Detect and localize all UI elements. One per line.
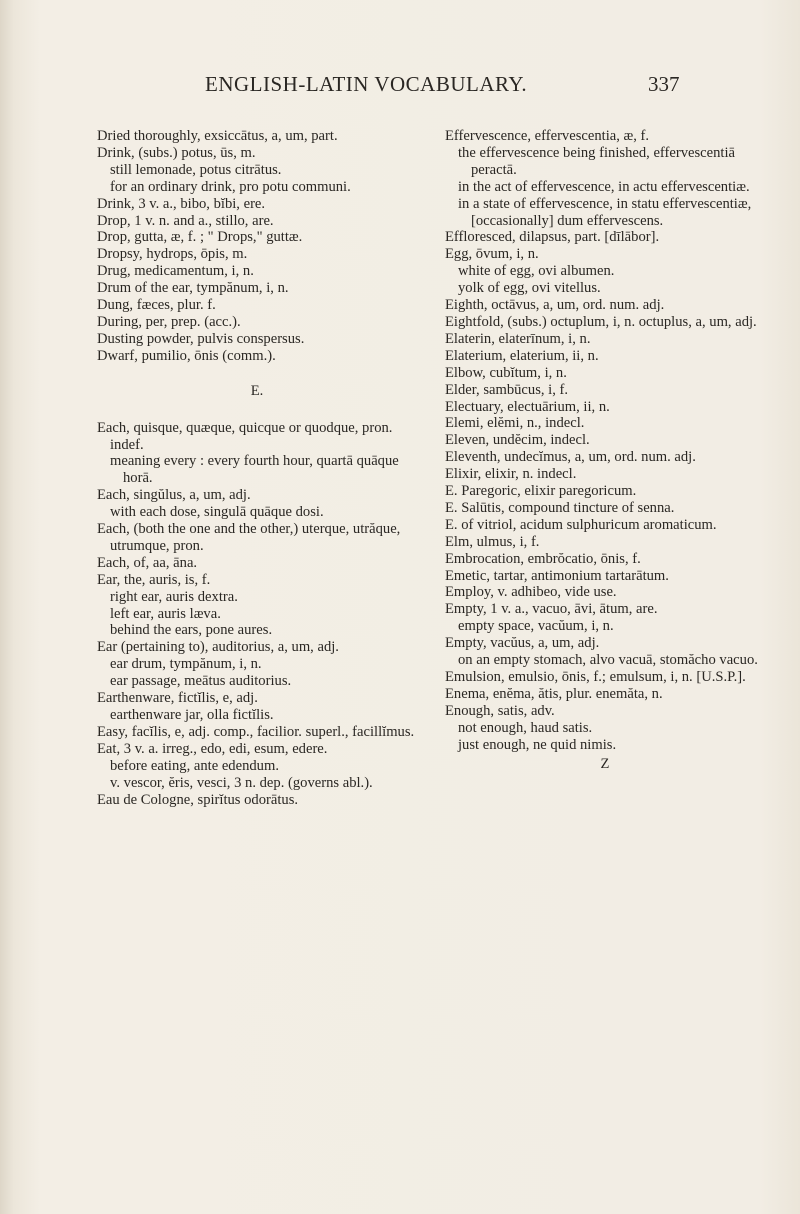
vocabulary-subentry: left ear, auris læva. <box>110 605 221 622</box>
vocabulary-entry: Eightfold, (subs.) octuplum, i, n. octuplus, a, um, adj. <box>445 313 757 330</box>
vocabulary-entry: Elaterin, elaterīnum, i, n. <box>445 330 591 347</box>
vocabulary-entry: Drop, 1 v. n. and a., stillo, are. <box>97 212 274 229</box>
vocabulary-entry: Dwarf, pumilio, ōnis (comm.). <box>97 347 276 364</box>
page-number: 337 <box>648 72 680 96</box>
vocabulary-entry: Elm, ulmus, i, f. <box>445 533 540 550</box>
vocabulary-subentry: white of egg, ovi albumen. <box>458 263 615 280</box>
vocabulary-entry: Drum of the ear, tympănum, i, n. <box>97 280 289 297</box>
vocabulary-entry: Enema, enĕma, ătis, plur. enemăta, n. <box>445 685 663 702</box>
vocabulary-entry: Dusting powder, pulvis conspersus. <box>97 330 305 347</box>
vocabulary-entry: Each, of, aa, āna. <box>97 554 198 571</box>
signature-mark: Z <box>600 755 610 772</box>
vocabulary-entry: E. of vitriol, acidum sulphuricum aromaticum. <box>445 516 717 533</box>
vocabulary-entry: Employ, v. adhibeo, vide use. <box>445 584 617 601</box>
vocabulary-subentry: yolk of egg, ovi vitellus. <box>458 280 601 297</box>
vocabulary-entry: Eat, 3 v. a. irreg., edo, edi, esum, edere. <box>97 740 328 757</box>
vocabulary-subentry: ear passage, meātus auditorius. <box>110 673 292 690</box>
vocabulary-subentry: meaning every : every fourth hour, quartā quāque horā. <box>110 453 399 487</box>
vocabulary-subentry: ear drum, tympănum, i, n. <box>110 656 262 673</box>
vocabulary-entry: Dried thoroughly, exsiccātus, a, um, part. <box>97 128 338 144</box>
vocabulary-entry: Eleven, undĕcim, indecl. <box>445 432 590 449</box>
vocabulary-entry: Electuary, electuārium, ii, n. <box>445 398 610 415</box>
left-column <box>97 128 417 808</box>
vocabulary-subentry: earthenware jar, olla fictĭlis. <box>110 707 274 723</box>
vocabulary-subentry: just enough, ne quid nimis. <box>458 736 617 753</box>
vocabulary-entry: Eighth, octāvus, a, um, ord. num. adj. <box>445 297 665 314</box>
vocabulary-entry: E. Salūtis, compound tincture of senna. <box>445 499 675 516</box>
vocabulary-subentry: behind the ears, pone aures. <box>110 622 273 639</box>
vocabulary-entry: Easy, facĭlis, e, adj. comp., facilior. superl., facillĭmus. <box>97 723 415 740</box>
vocabulary-entry: Effloresced, dilapsus, part. [dīlābor]. <box>445 229 660 246</box>
right-column <box>445 128 765 787</box>
vocabulary-entry: Emetic, tartar, antimonium tartarātum. <box>445 567 669 584</box>
vocabulary-entry: Emulsion, emulsio, ōnis, f.; emulsum, i, n. [U.S.P.]. <box>445 669 746 685</box>
vocabulary-entry: Elixir, elixir, n. indecl. <box>445 466 577 483</box>
vocabulary-entry: Eleventh, undecĭmus, a, um, ord. num. adj. <box>445 449 696 466</box>
vocabulary-entry: Drink, 3 v. a., bibo, bĭbi, ere. <box>97 195 266 212</box>
vocabulary-entry: Drug, medicamentum, i, n. <box>97 263 254 280</box>
running-header: ENGLISH-LATIN VOCABULARY. <box>205 72 528 96</box>
vocabulary-entry: Drink, (subs.) potus, ūs, m. <box>97 144 256 161</box>
section-heading: E. <box>250 382 264 399</box>
vocabulary-subentry: the effervescence being finished, effervescentiā peractā. <box>458 144 736 178</box>
vocabulary-entry: E. Paregoric, elixir paregoricum. <box>445 483 637 500</box>
vocabulary-subentry: in a state of effervescence, in statu effervescentiæ, [occasionally] dum effervescens. <box>458 195 752 229</box>
vocabulary-entry: Eau de Cologne, spirĭtus odorātus. <box>97 791 299 808</box>
vocabulary-entry: Embrocation, embrŏcatio, ōnis, f. <box>445 550 641 567</box>
vocabulary-subentry: on an empty stomach, alvo vacuā, stomăcho vacuo. <box>458 652 758 669</box>
vocabulary-entry: Empty, 1 v. a., vacuo, āvi, ātum, are. <box>445 601 658 618</box>
vocabulary-subentry: not enough, haud satis. <box>458 719 593 736</box>
vocabulary-subentry: for an ordinary drink, pro potu communi. <box>110 178 351 195</box>
vocabulary-entry: Egg, ōvum, i, n. <box>445 246 539 263</box>
vocabulary-entry: Drop, gutta, æ, f. ; " Drops," guttæ. <box>97 229 303 246</box>
vocabulary-subentry: empty space, vacŭum, i, n. <box>458 618 614 635</box>
vocabulary-entry: Ear, the, auris, is, f. <box>97 571 211 588</box>
vocabulary-entry: Elaterium, elaterium, ii, n. <box>445 347 599 364</box>
vocabulary-entry: Each, (both the one and the other,) uterque, utrăque, utrumque, pron. <box>97 521 401 554</box>
vocabulary-entry: Ear (pertaining to), auditorius, a, um, adj. <box>97 639 339 656</box>
vocabulary-entry: Dropsy, hydrops, ōpis, m. <box>97 246 248 263</box>
vocabulary-entry: Elemi, elĕmi, n., indecl. <box>445 415 585 432</box>
vocabulary-entry: Each, singŭlus, a, um, adj. <box>97 487 251 504</box>
vocabulary-entry: During, per, prep. (acc.). <box>97 313 241 330</box>
vocabulary-entry: Elder, sambūcus, i, f. <box>445 381 569 398</box>
vocabulary-entry: Empty, vacŭus, a, um, adj. <box>445 635 600 652</box>
vocabulary-entry: Each, quisque, quæque, quicque or quodque, pron. indef. <box>97 419 393 453</box>
vocabulary-entry: Effervescence, effervescentia, æ, f. <box>445 128 650 144</box>
vocabulary-subentry: in the act of effervescence, in actu effervescentiæ. <box>458 178 750 195</box>
vocabulary-subentry: before eating, ante edendum. <box>110 757 279 774</box>
vocabulary-subentry: v. vescor, ĕris, vesci, 3 n. dep. (governs abl.). <box>110 774 373 791</box>
vocabulary-entry: Earthenware, fictĭlis, e, adj. <box>97 690 258 707</box>
vocabulary-subentry: with each dose, singulā quāque dosi. <box>110 504 324 521</box>
vocabulary-entry: Elbow, cubĭtum, i, n. <box>445 364 567 381</box>
vocabulary-entry: Enough, satis, adv. <box>445 702 555 719</box>
vocabulary-subentry: still lemonade, potus citrātus. <box>110 161 282 178</box>
vocabulary-entry: Dung, fæces, plur. f. <box>97 297 216 314</box>
vocabulary-subentry: right ear, auris dextra. <box>110 588 238 605</box>
